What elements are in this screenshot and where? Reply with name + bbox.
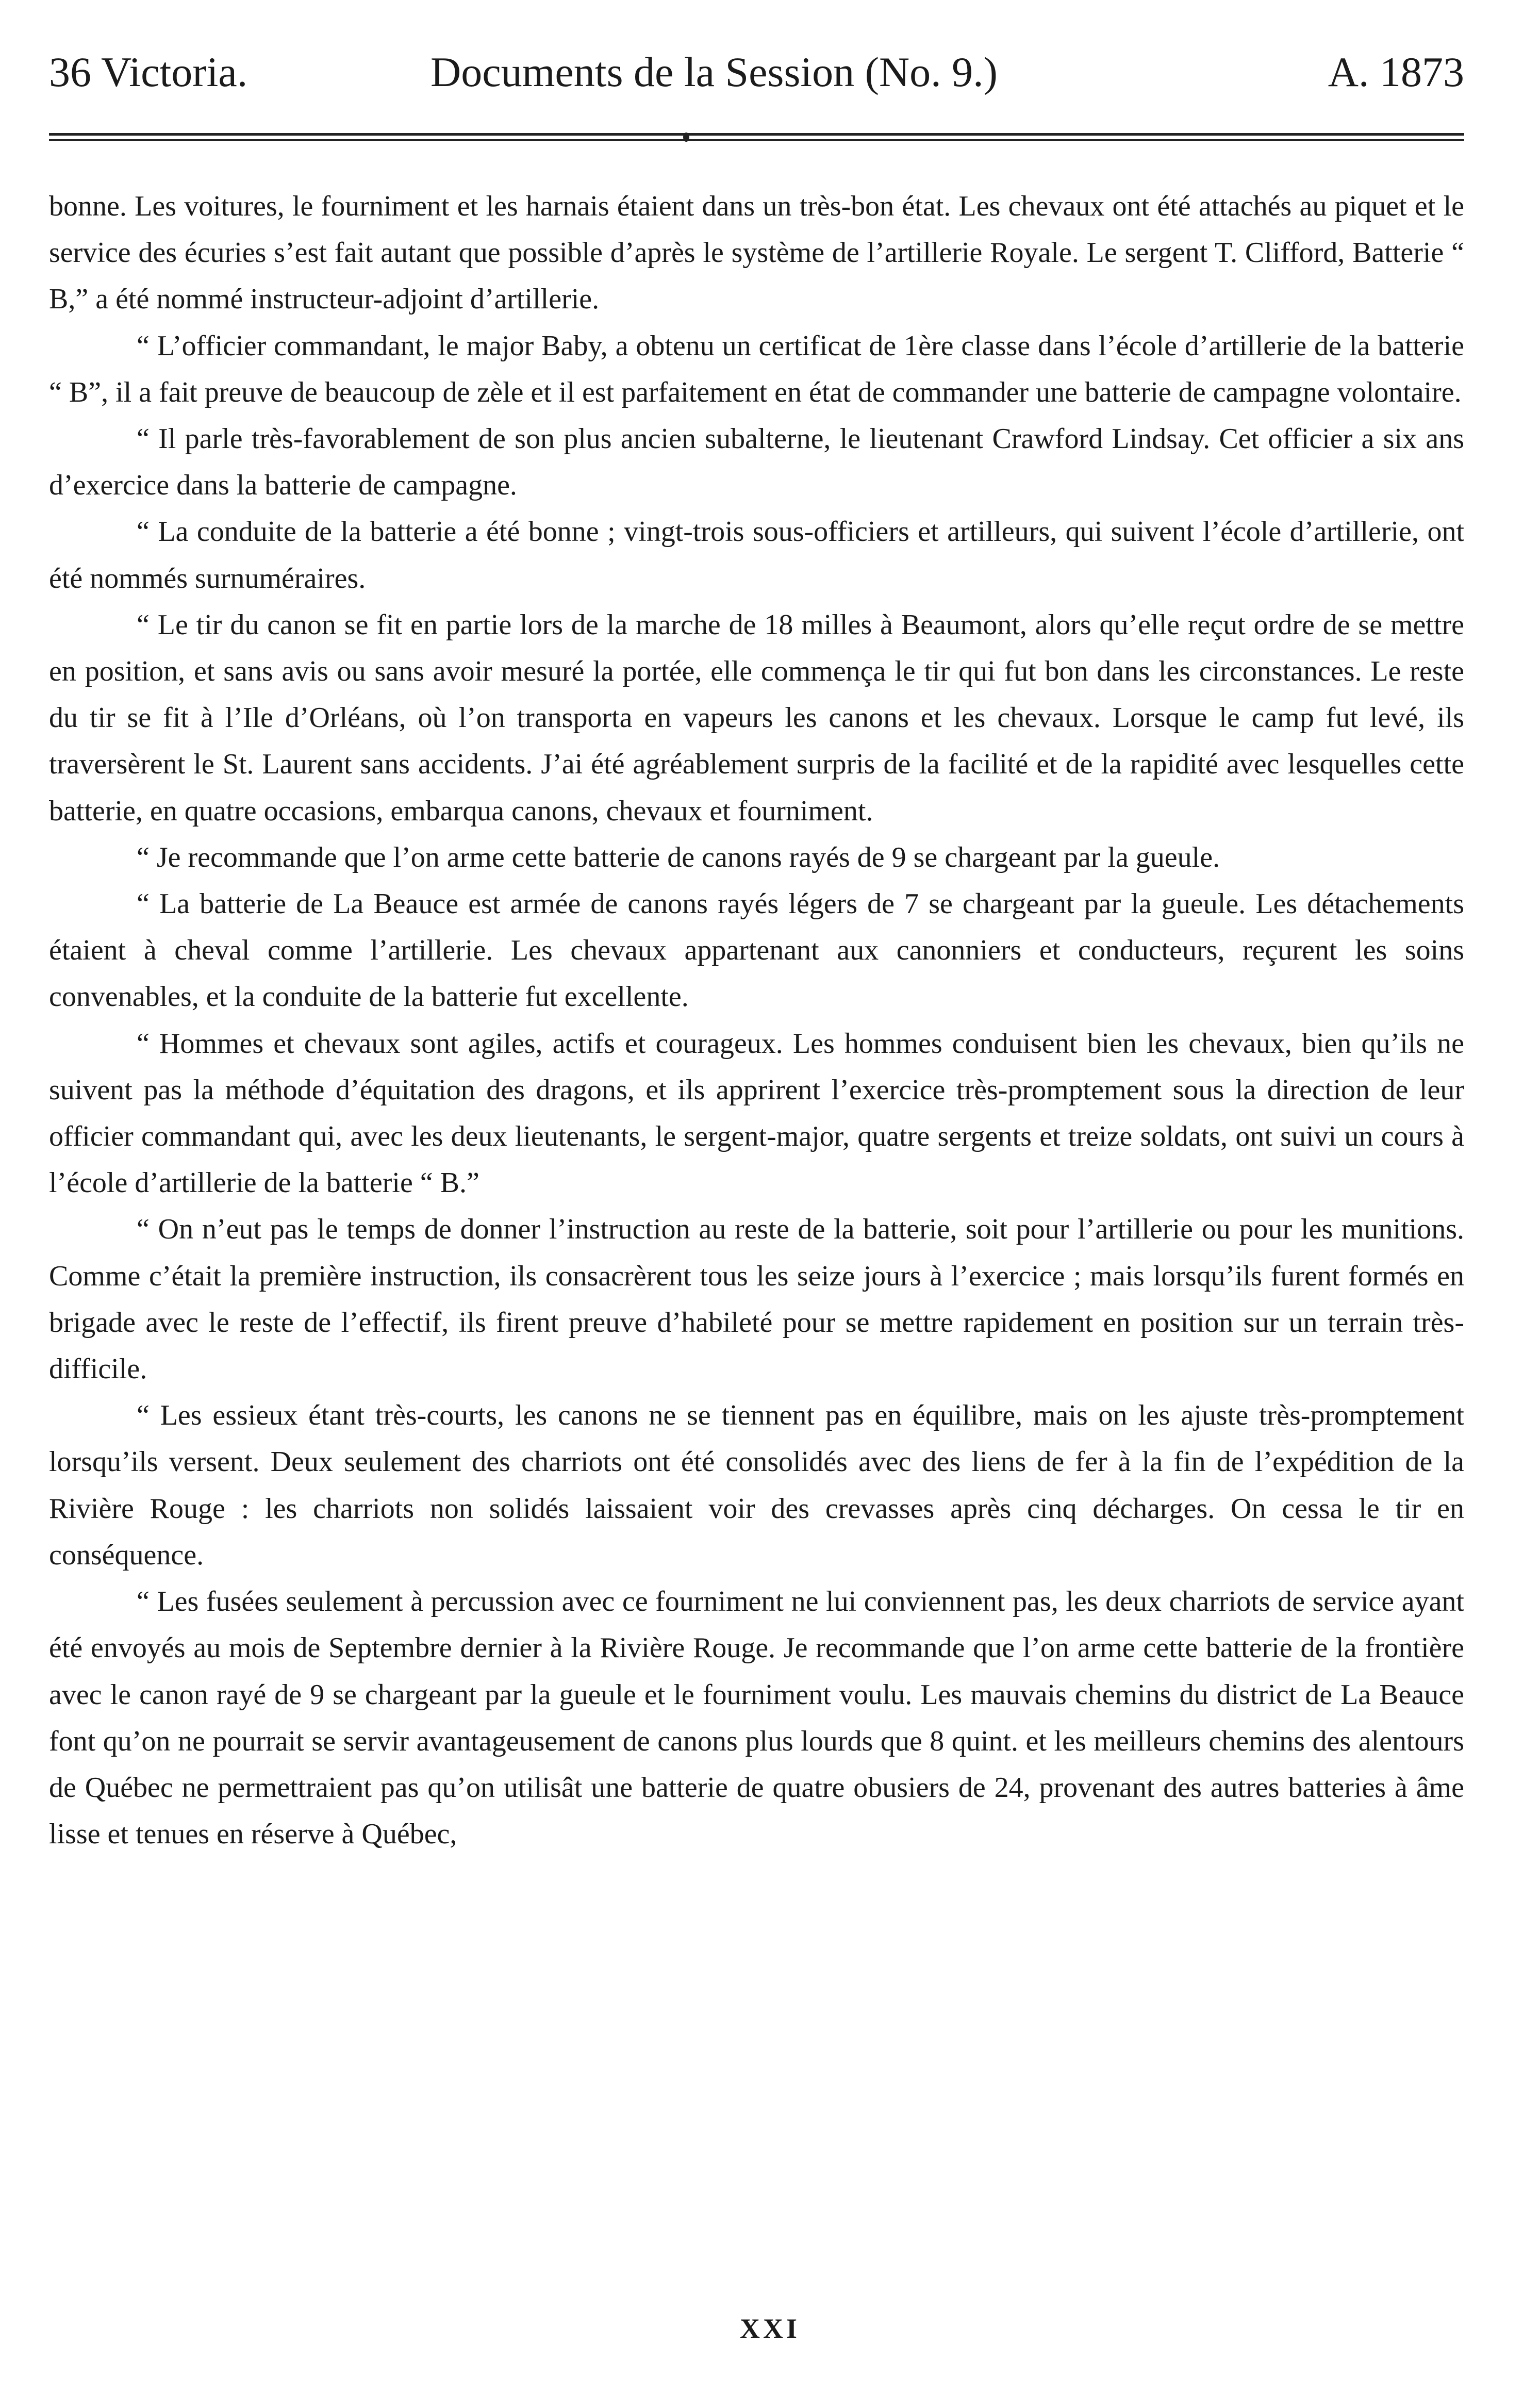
paragraph: “ La batterie de La Beauce est armée de canons rayés légers de 7 se chargeant par la gueule. Les détachements étaient à cheval comme l’artillerie. Les chevaux appartenant aux canonniers et conducteurs, reçurent les soins convenables, et la conduite de la batterie fut excellente.: [49, 888, 1464, 1013]
page-number: XXI: [739, 2313, 800, 2344]
paragraph: “ La conduite de la batterie a été bonne ; vingt-trois sous-officiers et artilleurs, qui suivent l’école d’artillerie, ont été nommés surnuméraires.: [49, 516, 1464, 595]
paragraph: “ Les fusées seulement à percussion avec ce fourniment ne lui conviennent pas, les deux charriots de service ayant été envoyés au mois de Septembre dernier à la Rivière Rouge. Je recommande que l’on arme cette batterie de la frontière avec le canon rayé de 9 se chargeant par la gueule et le fourniment voulu. Les mauvais chemins du district de La Beauce font qu’on ne pourrait se servir avantageusement de canons plus lourds que 8 quint. et les meilleurs chemins des alentours de Québec ne permettraient pas qu’on utilisât une batterie de quatre obusiers de 24, provenant des autres batteries à âme lisse et tenues en réserve à Québec,: [49, 1586, 1464, 1851]
header-year: A. 1873: [1328, 48, 1464, 95]
paragraph: “ Il parle très-favorablement de son plus ancien subalterne, le lieutenant Crawford Lindsay. Cet officier a six ans d’exercice dans la batterie de campagne.: [49, 423, 1464, 502]
header-volume: 36 Victoria.: [49, 48, 248, 95]
header-rule-ornament: [683, 133, 689, 142]
paragraph: “ Hommes et chevaux sont agiles, actifs et courageux. Les hommes conduisent bien les chevaux, bien qu’ils ne suivent pas la méthode d’équitation des dragons, et ils apprirent l’exercice très-promptement sous la direction de leur officier commandant qui, avec les deux lieutenants, le sergent-major, quatre sergents et treize soldats, ont suivi un cours à l’école d’artillerie de la batterie “ B.”: [49, 1027, 1464, 1199]
header-title: Documents de la Session (No. 9.): [430, 48, 998, 95]
paragraph: “ L’officier commandant, le major Baby, a obtenu un certificat de 1ère classe dans l’école d’artillerie de la batterie “ B”, il a fait preuve de beaucoup de zèle et il est parfaitement en état de commander une batterie de campagne volontaire.: [49, 329, 1464, 408]
paragraph: “ Je recommande que l’on arme cette batterie de canons rayés de 9 se chargeant par la gueule.: [137, 841, 1220, 873]
paragraph: bonne. Les voitures, le fourniment et les harnais étaient dans un très-bon état. Les chevaux ont été attachés au piquet et le service des écuries s’est fait autant que possible d’après le système de l’artillerie Royale. Le sergent T. Clifford, Batterie “ B,” a été nommé instructeur-adjoint d’artillerie.: [49, 190, 1464, 316]
header-rule-thin: [49, 139, 1464, 141]
body-text: [49, 183, 1464, 1857]
paragraph: “ Les essieux étant très-courts, les canons ne se tiennent pas en équilibre, mais on les ajuste très-promptement lorsqu’ils versent. Deux seulement des charriots ont été consolidés avec des liens de fer à la fin de l’expédition de la Rivière Rouge : les charriots non solidés laissaient voir des crevasses après cinq décharges. On cessa le tir en conséquence.: [49, 1399, 1464, 1571]
header-rule-thick: [49, 133, 1464, 136]
running-header: [49, 41, 1464, 103]
paragraph: “ Le tir du canon se fit en partie lors de la marche de 18 milles à Beaumont, alors qu’elle reçut ordre de se mettre en position, et sans avis ou sans avoir mesuré la portée, elle commença le tir qui fut bon dans les circonstances. Le reste du tir se fit à l’Ile d’Orléans, où l’on transporta en vapeurs les canons et les chevaux. Lorsque le camp fut levé, ils traversèrent le St. Laurent sans accidents. J’ai été agréablement surpris de la facilité et de la rapidité avec lesquelles cette batterie, en quatre occasions, embarqua canons, chevaux et fourniment.: [49, 608, 1464, 827]
paragraph: “ On n’eut pas le temps de donner l’instruction au reste de la batterie, soit pour l’artillerie ou pour les munitions. Comme c’était la première instruction, ils consacrèrent tous les seize jours à l’exercice ; mais lorsqu’ils furent formés en brigade avec le reste de l’effectif, ils firent preuve d’habileté pour se mettre rapidement en position sur un terrain très-difficile.: [49, 1213, 1464, 1385]
